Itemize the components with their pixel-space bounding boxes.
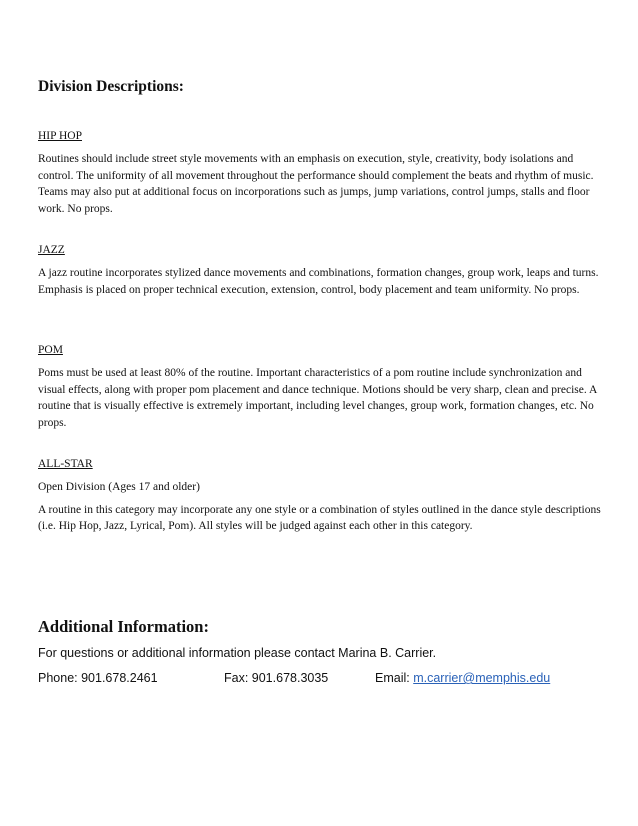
section-title-jazz: JAZZ xyxy=(38,244,65,256)
email-contact xyxy=(375,671,550,685)
section-body-hip-hop: Routines should include street style movements with an emphasis on execution, style, creativity, body isolations and control. The uniformity of all movement throughout the performance should complement the beats and rhythm of music. Teams may also put at additional focus on incorporations such as jumps, jump variations, control jumps, stalls and floor work. No props. xyxy=(38,153,594,215)
additional-information-heading: Additional Information: xyxy=(38,617,209,636)
section-pom xyxy=(38,343,608,431)
section-body-pom: Poms must be used at least 80% of the routine. Important characteristics of a pom routine include synchronization and visual effects, along with proper pom placement and dance technique. Motions should be very sharp, clean and precise. A routine that is visually effective is extremely important, including level changes, group work, formation changes, etc. No props. xyxy=(38,367,597,429)
email-link[interactable]: m.carrier@memphis.edu xyxy=(413,671,551,685)
fax-number: Fax: 901.678.3035 xyxy=(224,671,329,685)
section-subtitle-all-star: Open Division (Ages 17 and older) xyxy=(38,481,200,493)
section-title-pom: POM xyxy=(38,344,63,356)
section-body-all-star: A routine in this category may incorporate any one style or a combination of styles outlined in the dance style descriptions (i.e. Hip Hop, Jazz, Lyrical, Pom). All styles will be judged against each other in this category. xyxy=(38,503,601,533)
division-descriptions-heading: Division Descriptions: xyxy=(38,78,184,95)
section-hip-hop xyxy=(38,129,608,217)
section-title-all-star: ALL-STAR xyxy=(38,458,93,470)
section-title-hip-hop: HIP HOP xyxy=(38,130,82,142)
email-label: Email: xyxy=(375,671,414,685)
section-body-jazz: A jazz routine incorporates stylized dance movements and combinations, formation changes, group work, leaps and turns. Emphasis is placed on proper technical execution, extension, control, body placement and team uniformity. No props. xyxy=(38,267,599,296)
section-all-star xyxy=(38,457,608,535)
phone-number: Phone: 901.678.2461 xyxy=(38,671,158,685)
contact-instructions: For questions or additional information please contact Marina B. Carrier. xyxy=(38,646,437,660)
section-jazz xyxy=(38,243,608,298)
